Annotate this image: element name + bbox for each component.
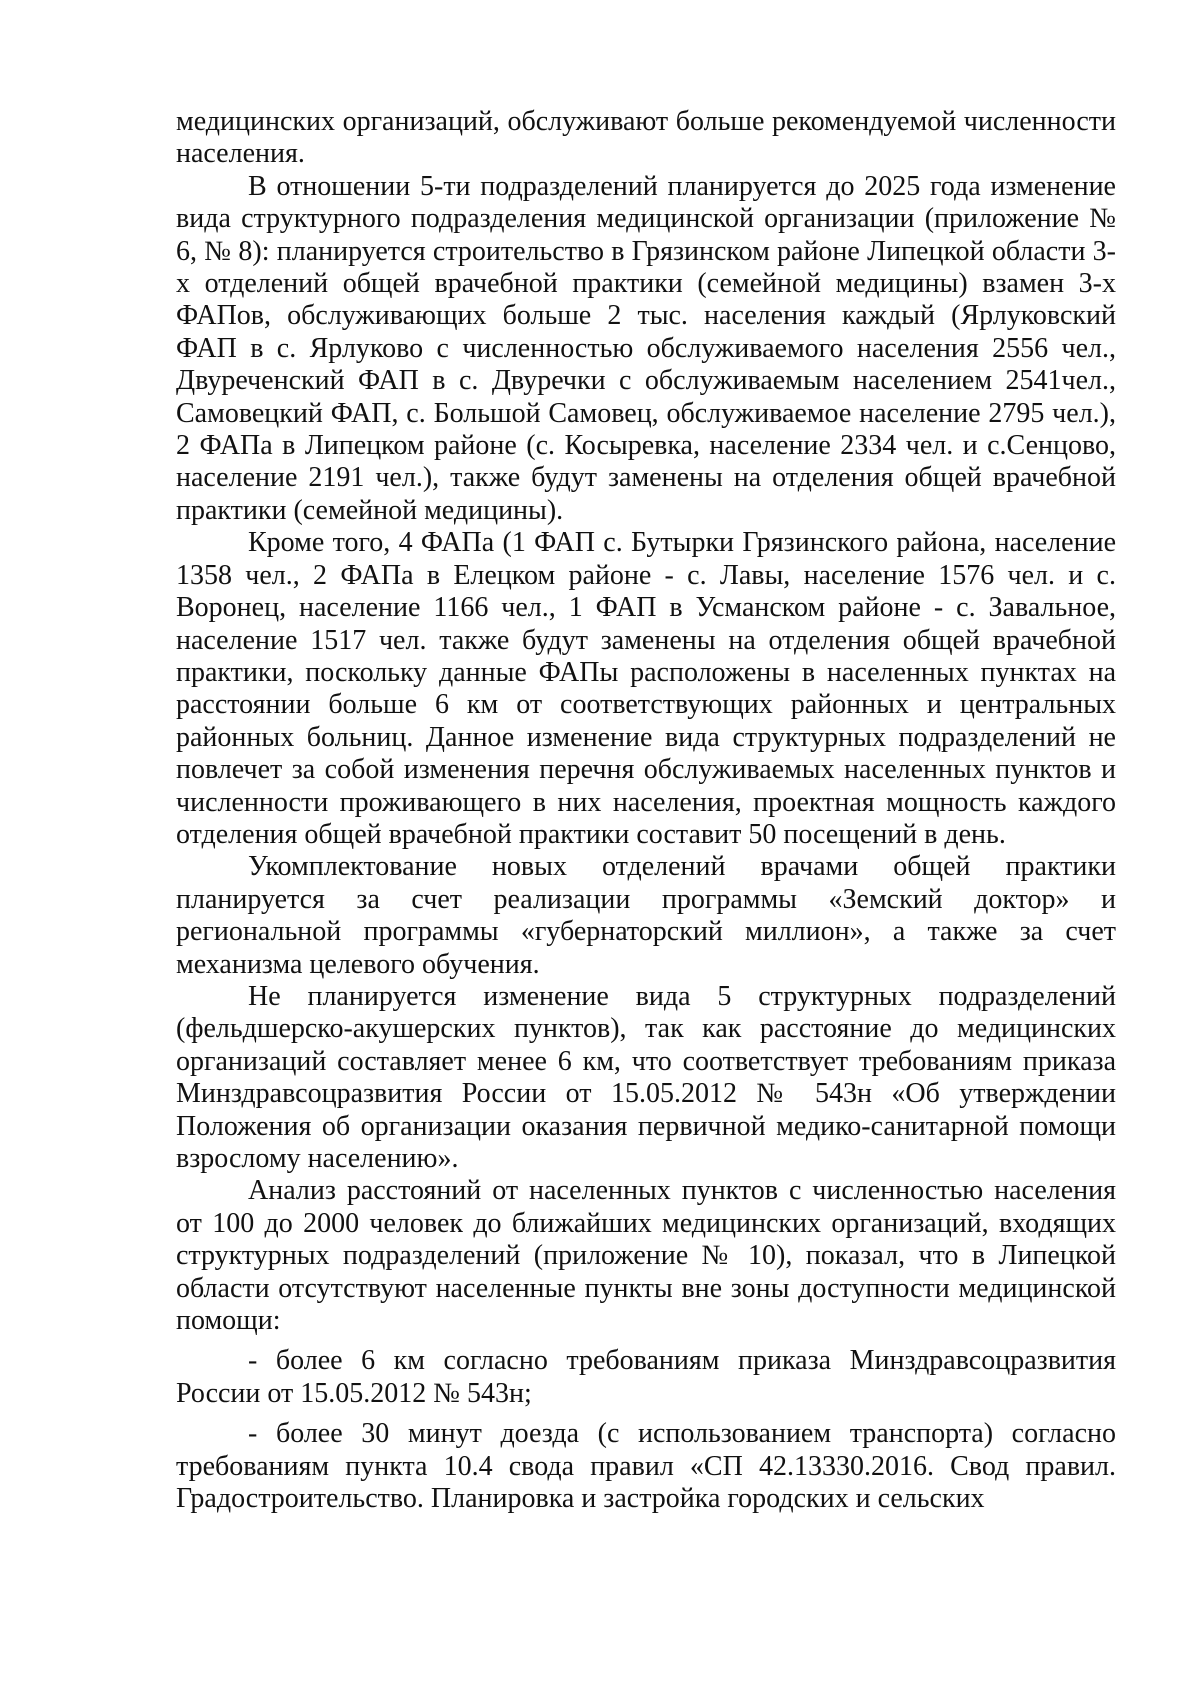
paragraph-additional-fap: Кроме того, 4 ФАПа (1 ФАП с. Бутырки Грязинского района, население 1358 чел., 2 ФАПа в Елецком районе - с. Лавы, население 1576 чел. и с. Воронец, население 1166 чел., 1 ФАП в Усманском районе - с. Завальное, население 1517 чел. также будут заменены на отделения общей врачебной практики, поскольку данные ФАПы расположены в населенных пунктах на расстоянии больше 6 км от соответствующих районных и центральных районных больниц. Данное изменение вида структурных подразделений не повлечет за собой изменения перечня обслуживаемых населенных пунктов и численности проживающего в них населения, проектная мощность каждого отделения общей врачебной практики составит 50 посещений в день.: [176, 527, 1116, 850]
list-item-distance: - более 6 км согласно требованиям приказа Минздравсоцразвития России от 15.05.2012 № 543н;: [176, 1345, 1116, 1409]
paragraph-subdivision-changes: В отношении 5-ти подразделений планируется до 2025 года изменение вида структурного подразделения медицинской организации (приложение № 6, № 8): планируется строительство в Грязинском районе Липецкой области 3-х отделений общей врачебной практики (семейной медицины) взамен 3-х ФАПов, обслуживающих больше 2 тыс. населения каждый (Ярлуковский ФАП в с. Ярлуково с численностью обслуживаемого населения 2556 чел., Двуреченский ФАП в с. Двуречки с обслуживаемым населением 2541чел., Самовецкий ФАП, с. Большой Самовец, обслуживаемое население 2795 чел.), 2 ФАПа в Липецком районе (с. Косыревка, население 2334 чел. и с.Сенцово, население 2191 чел.), также будут заменены на отделения общей врачебной практики (семейной медицины).: [176, 170, 1116, 526]
paragraph-staffing: Укомплектование новых отделений врачами общей практики планируется за счет реализации программы «Земский доктор» и региональной программы «губернаторский миллион», а также за счет механизма целевого обучения.: [176, 851, 1116, 980]
paragraph-distance-analysis: Анализ расстояний от населенных пунктов с численностью населения от 100 до 2000 человек до ближайших медицинских организаций, входящих структурных подразделений (приложение № 10), показал, что в Липецкой области отсутствуют населенные пункты вне зоны доступности медицинской помощи:: [176, 1175, 1116, 1337]
paragraph-continuation: медицинских организаций, обслуживают больше рекомендуемой численности населения.: [176, 106, 1116, 170]
list-item-travel-time: - более 30 минут доезда (с использованием транспорта) согласно требованиям пункта 10.4 свода правил «СП 42.13330.2016. Свод правил. Градостроительство. Планировка и застройка городских и сельских: [176, 1418, 1116, 1515]
paragraph-no-change: Не планируется изменение вида 5 структурных подразделений (фельдшерско-акушерских пунктов), так как расстояние до медицинских организаций составляет менее 6 км, что соответствует требованиям приказа Минздравсоцразвития России от 15.05.2012 № 543н «Об утверждении Положения об организации оказания первичной медико-санитарной помощи взрослому населению».: [176, 980, 1116, 1174]
document-body: [176, 106, 1116, 1515]
